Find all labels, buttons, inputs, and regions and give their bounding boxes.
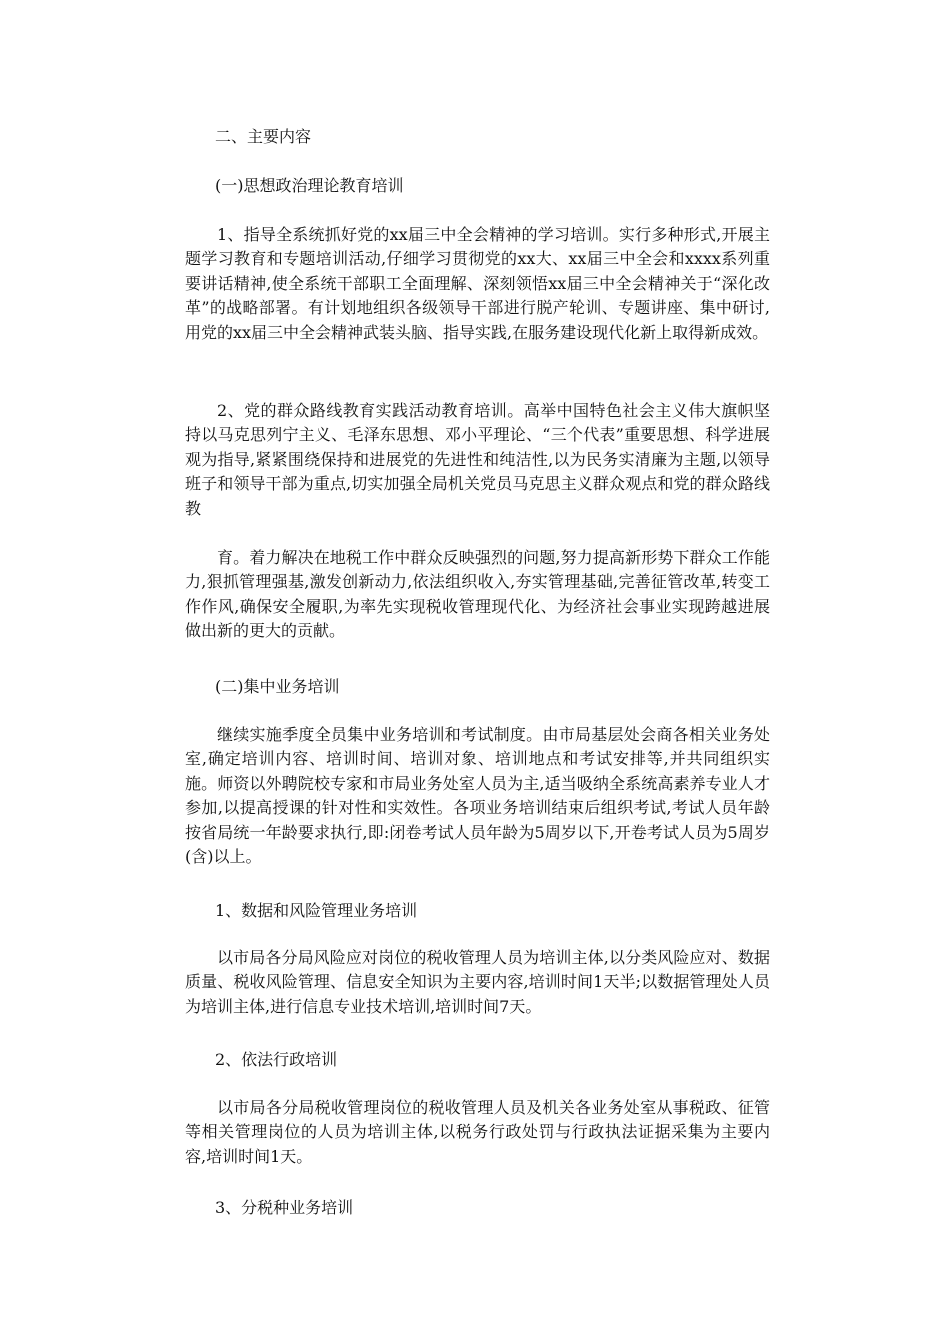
subsection-heading-business-training: (二)集中业务培训: [215, 677, 340, 696]
paragraph-party-plenary-study: 1、指导全系统抓好党的xx届三中全会精神的学习培训。实行多种形式,开展主题学习教育和专题培训活动,仔细学习贯彻党的xx大、xx届三中全会和xxxx系列重要讲话精神,使全系统干部职工全面理解、深刻领悟xx届三中全会精神关于“深化改革”的战略部署。有计划地组织各级领导干部进行脱产轮训、专题讲座、集中研讨,用党的xx届三中全会精神武装头脑、指导实践,在服务建设现代化新上取得新成效。: [185, 225, 770, 342]
paragraph-law-administration-training: 以市局各分局税收管理岗位的税收管理人员及机关各业务处室从事税政、征管等相关管理岗位的人员为培训主体,以税务行政处罚与行政执法证据采集为主要内容,培训时间1天。: [185, 1098, 770, 1166]
item-heading-tax-type-training: 3、分税种业务培训: [215, 1198, 354, 1217]
paragraph-data-risk-training: 以市局各分局风险应对岗位的税收管理人员为培训主体,以分类风险应对、数据质量、税收风险管理、信息安全知识为主要内容,培训时间1天半;以数据管理处人员为培训主体,进行信息专业技术培训,培训时间7天。: [185, 948, 770, 1016]
item-heading-law-administration-training: 2、依法行政培训: [215, 1050, 338, 1069]
item-heading-data-risk-training: 1、数据和风险管理业务培训: [215, 901, 418, 920]
paragraph-mass-line-education: 2、党的群众路线教育实践活动教育培训。高举中国特色社会主义伟大旗帜坚持以马克思列宁主义、毛泽东思想、邓小平理论、“三个代表”重要思想、科学进展观为指导,紧紧围绕保持和进展党的先进性和纯洁性,以为民务实清廉为主题,以领导班子和领导干部为重点,切实加强全局机关党员马克思主义群众观点和党的群众路线教: [185, 401, 770, 518]
subsection-heading-political-training: (一)思想政治理论教育培训: [215, 176, 404, 195]
paragraph-mass-line-continued: 育。着力解决在地税工作中群众反映强烈的问题,努力提高新形势下群众工作能力,狠抓管理强基,激发创新动力,依法组织收入,夯实管理基础,完善征管改革,转变工作作风,确保安全履职,为率先实现税收管理现代化、为经济社会事业实现跨越进展做出新的更大的贡献。: [185, 548, 770, 641]
section-heading-main-content: 二、主要内容: [215, 127, 312, 146]
paragraph-quarterly-training: 继续实施季度全员集中业务培训和考试制度。由市局基层处会商各相关业务处室,确定培训内容、培训时间、培训对象、培训地点和考试安排等,并共同组织实施。师资以外聘院校专家和市局业务处室人员为主,适当吸纳全系统高素养专业人才参加,以提高授课的针对性和实效性。各项业务培训结束后组织考试,考试人员年龄按省局统一年龄要求执行,即:闭卷考试人员年龄为5周岁以下,开卷考试人员为5周岁(含)以上。: [185, 725, 770, 867]
